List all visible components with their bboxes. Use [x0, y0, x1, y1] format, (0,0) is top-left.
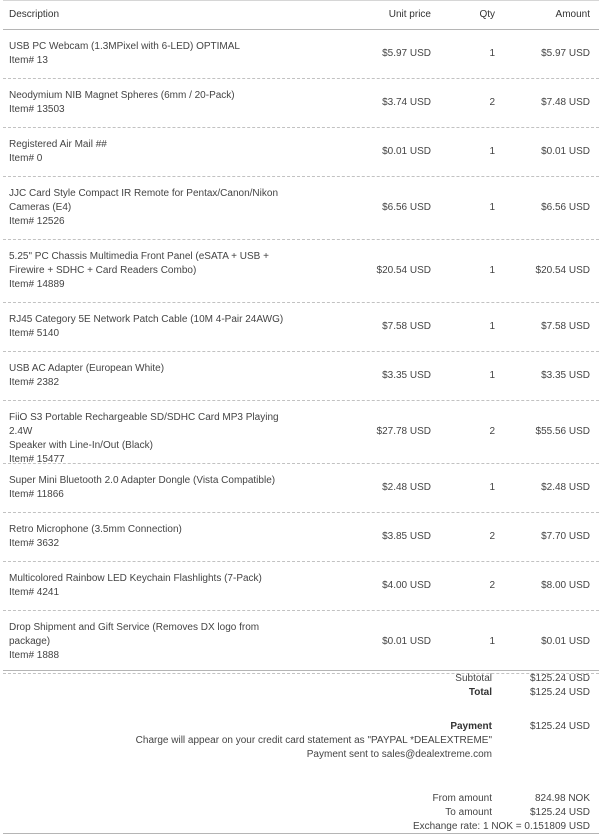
statement-note: Charge will appear on your credit card statement as "PAYPAL *DEALEXTREME" [135, 735, 492, 746]
totals-section [3, 670, 599, 832]
item-unit-price: $0.01 USD [382, 636, 431, 647]
table-row [3, 128, 599, 177]
item-amount: $20.54 USD [535, 265, 590, 276]
header-amount: Amount [555, 9, 590, 20]
item-amount: $0.01 USD [541, 636, 590, 647]
item-title-line: Speaker with Line-In/Out (Black) [9, 440, 153, 451]
header-unit-price: Unit price [388, 9, 431, 20]
item-amount: $5.97 USD [541, 48, 590, 59]
item-number: Item# 0 [9, 153, 43, 164]
table-row [3, 513, 599, 562]
item-description [9, 40, 299, 68]
item-description [9, 187, 299, 229]
item-unit-price: $20.54 USD [376, 265, 431, 276]
item-number: Item# 12526 [9, 216, 65, 227]
item-description [9, 250, 299, 292]
header-description: Description [9, 9, 60, 20]
item-amount: $0.01 USD [541, 146, 590, 157]
item-number: Item# 15477 [9, 454, 65, 465]
item-amount: $6.56 USD [541, 202, 590, 213]
payment-label: Payment [450, 721, 492, 732]
subtotal-value: $125.24 USD [529, 673, 590, 684]
item-title-line: Firewire + SDHC + Card Readers Combo) [9, 265, 197, 276]
item-title-line: FiiO S3 Portable Rechargeable SD/SDHC Card MP3 Playing 2.4W [9, 412, 279, 437]
payment-value: $125.24 USD [529, 721, 590, 732]
item-qty: 1 [489, 265, 495, 276]
item-unit-price: $5.97 USD [382, 48, 431, 59]
item-description [9, 89, 299, 117]
header-qty: Qty [479, 9, 495, 20]
table-row [3, 30, 599, 79]
item-qty: 2 [489, 97, 495, 108]
item-description [9, 572, 299, 600]
subtotal-label: Subtotal [455, 673, 492, 684]
invoice-table [3, 0, 599, 674]
item-qty: 1 [489, 321, 495, 332]
item-qty: 1 [489, 146, 495, 157]
total-label: Total [468, 687, 492, 698]
item-amount: $2.48 USD [541, 482, 590, 493]
item-qty: 2 [489, 426, 495, 437]
item-title-line: Retro Microphone (3.5mm Connection) [9, 524, 182, 535]
item-qty: 2 [489, 580, 495, 591]
item-title-line: Multicolored Rainbow LED Keychain Flashlights (7-Pack) [9, 573, 262, 584]
item-title-line: Registered Air Mail ## [9, 139, 107, 150]
table-row [3, 401, 599, 464]
item-unit-price: $3.85 USD [382, 531, 431, 542]
item-description [9, 362, 299, 390]
item-amount: $7.48 USD [541, 97, 590, 108]
item-description [9, 621, 299, 663]
item-qty: 1 [489, 48, 495, 59]
item-number: Item# 2382 [9, 377, 60, 388]
item-description [9, 138, 299, 166]
item-rows [3, 30, 599, 674]
item-unit-price: $6.56 USD [382, 202, 431, 213]
item-number: Item# 3632 [9, 538, 60, 549]
table-row [3, 240, 599, 303]
to-amount-value: $125.24 USD [529, 807, 590, 818]
item-title-line: Super Mini Bluetooth 2.0 Adapter Dongle (Vista Compatible) [9, 475, 276, 486]
item-qty: 1 [489, 370, 495, 381]
total-value: $125.24 USD [529, 687, 590, 698]
table-row [3, 79, 599, 128]
table-row [3, 352, 599, 401]
exchange-rate: Exchange rate: 1 NOK = 0.151809 USD [412, 821, 590, 832]
item-amount: $55.56 USD [535, 426, 590, 437]
table-row [3, 177, 599, 240]
table-row [3, 611, 599, 674]
table-row [3, 562, 599, 611]
item-qty: 2 [489, 531, 495, 542]
item-description [9, 474, 299, 502]
item-number: Item# 13 [9, 55, 48, 66]
item-title-line: Drop Shipment and Gift Service (Removes DX logo from [9, 622, 260, 633]
item-number: Item# 11866 [9, 489, 64, 500]
item-title-line: Neodymium NIB Magnet Spheres (6mm / 20-Pack) [9, 90, 235, 101]
table-row [3, 303, 599, 352]
item-title-line: USB PC Webcam (1.3MPixel with 6-LED) OPTIMAL [9, 41, 240, 52]
item-unit-price: $3.74 USD [382, 97, 431, 108]
item-title-line: JJC Card Style Compact IR Remote for Pentax/Canon/Nikon [9, 188, 278, 199]
item-unit-price: $0.01 USD [382, 146, 431, 157]
item-number: Item# 5140 [9, 328, 60, 339]
item-number: Item# 1888 [9, 650, 60, 661]
item-unit-price: $4.00 USD [382, 580, 431, 591]
table-row [3, 464, 599, 513]
bottom-divider [3, 833, 599, 834]
item-title-line: Cameras (E4) [9, 202, 72, 213]
item-description [9, 411, 299, 467]
item-number: Item# 13503 [9, 104, 65, 115]
item-unit-price: $3.35 USD [382, 370, 431, 381]
item-number: Item# 14889 [9, 279, 65, 290]
item-unit-price: $7.58 USD [382, 321, 431, 332]
item-amount: $7.70 USD [541, 531, 590, 542]
item-qty: 1 [489, 482, 495, 493]
payment-sent-to: Payment sent to sales@dealextreme.com [306, 749, 492, 760]
item-title-line: USB AC Adapter (European White) [9, 363, 165, 374]
to-amount-label: To amount [445, 807, 492, 818]
item-amount: $8.00 USD [541, 580, 590, 591]
item-description [9, 523, 299, 551]
item-title-line: RJ45 Category 5E Network Patch Cable (10M 4-Pair 24AWG) [9, 314, 284, 325]
item-number: Item# 4241 [9, 587, 60, 598]
from-amount-value: 824.98 NOK [534, 793, 590, 804]
item-title-line: 5.25" PC Chassis Multimedia Front Panel (eSATA + USB + [9, 251, 269, 262]
table-header [3, 0, 599, 30]
item-unit-price: $2.48 USD [382, 482, 431, 493]
item-amount: $7.58 USD [541, 321, 590, 332]
item-title-line: package) [9, 636, 51, 647]
from-amount-label: From amount [432, 793, 492, 804]
item-qty: 1 [489, 636, 495, 647]
item-description [9, 313, 299, 341]
item-amount: $3.35 USD [541, 370, 590, 381]
item-qty: 1 [489, 202, 495, 213]
item-unit-price: $27.78 USD [376, 426, 431, 437]
